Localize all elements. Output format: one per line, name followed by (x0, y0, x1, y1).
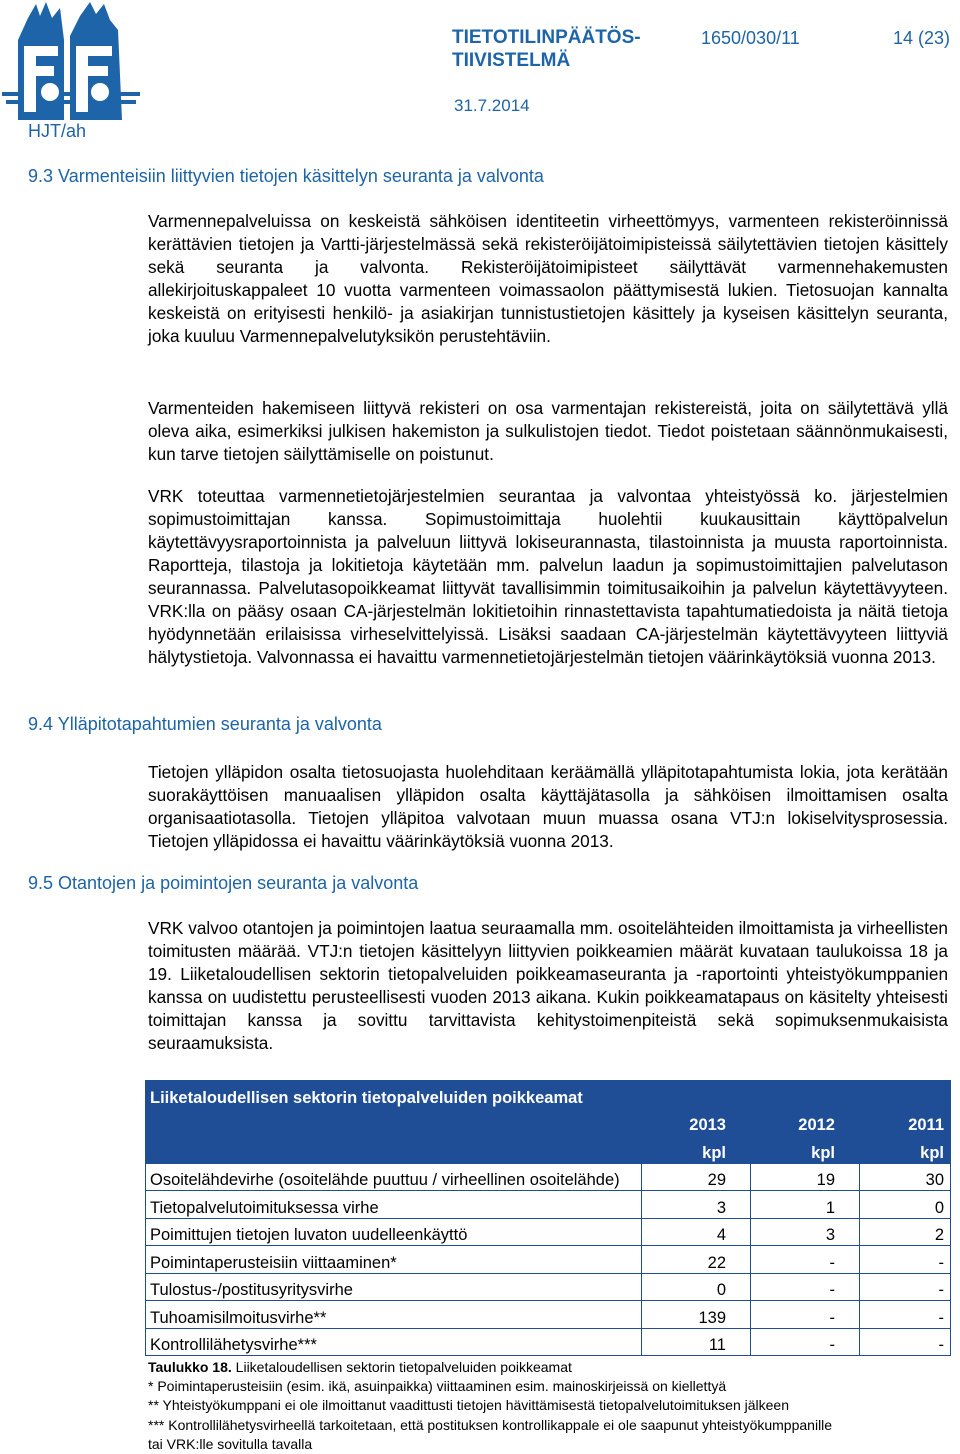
footnote: * Poimintaperusteisiin (esim. ikä, asuinpaikka) viittaaminen esim. mainoskirjeissä on kiellettyä (148, 1378, 727, 1395)
cell-value: 0 (642, 1273, 751, 1301)
cell-value: 139 (642, 1301, 751, 1329)
row-label: Kontrollilähetysvirhe*** (146, 1328, 642, 1356)
cell-value: 22 (642, 1246, 751, 1274)
caption-label: Taulukko 18. (148, 1359, 232, 1375)
page-number: 14 (23) (893, 28, 951, 48)
section-9-3-body-2 (148, 397, 948, 466)
cell-value: - (751, 1246, 860, 1274)
organization-logo-icon (0, 0, 142, 122)
cell-value: - (860, 1328, 951, 1356)
paragraph: VRK toteuttaa varmennetietojärjestelmien seurantaa ja valvontaa yhteistyössä ko. järjestelmien sopimustoimittajan kanssa. Sopimustoimittaja huolehtii kuukausittain käyttöpalvelun käytettävyysraportoinnista ja palveluun liittyvä lokiseurannasta, tilastoinnista ja muusta raportoinnista. Raportteja, tilastoja ja lokitietoja käytetään mm. palvelun laadun ja sopimustoimittajien palvelutason seurannassa. Palvelutasopoikkeamat liittyvät tavallisimmin toimitusaikoihin ja palvelun käytettävyyteen. VRK:lla on pääsy osaan CA-järjestelmän lokitietoihin rinnastettavista tapahtumatiedoista ja näitä tietoja hyödynnetään erilaisissa virheselvittelyissä. Lisäksi saadaan CA-järjestelmän käytettävyyteen liittyviä hälytystietoja. Valvonnassa ei havaittu varmennetietojärjestelmän tietojen väärinkäytöksiä vuonna 2013. (148, 486, 948, 667)
cell-value: - (751, 1301, 860, 1329)
row-label: Tietopalvelutoimituksessa virhe (146, 1191, 642, 1219)
year-header: 2012 (751, 1108, 860, 1136)
deviations-table (145, 1080, 951, 1356)
cell-value: - (751, 1273, 860, 1301)
table-row (146, 1163, 951, 1191)
table-caption (148, 1358, 960, 1377)
table-row (146, 1191, 951, 1219)
paragraph: VRK valvoo otantojen ja poimintojen laatua seuraamalla mm. osoitelähteiden ilmoittamista ja virheellisten toimitusten määrää. VTJ:n tietojen käsittelyyn liittyvien poikkeamien määrät kuvataan taulukoissa 18 ja 19. Liiketaloudellisen sektorin tietopalveluiden poikkeamaseuranta ja -raportointi yhteistyökumppanien kanssa on uudistettu perusteellisesti vuoden 2013 aikana. Kukin poikkeamatapaus on käsitelty yhteisesti toimittajan kanssa ja sovittu tarvittavista kehitystoimenpiteistä sekä sopimuksenmukaisista seuraamuksista. (148, 918, 948, 1053)
row-label: Poimittujen tietojen luvaton uudelleenkäyttö (146, 1218, 642, 1246)
section-9-3-body (148, 210, 948, 348)
unit-header: kpl (642, 1136, 751, 1164)
cell-value: 19 (751, 1163, 860, 1191)
year-header: 2011 (860, 1108, 951, 1136)
table-header-blank (146, 1108, 642, 1136)
cell-value: 1 (751, 1191, 860, 1219)
paragraph: Varmennepalveluissa on keskeistä sähköisen identiteetin virheettömyys, varmenteen rekisteröinnissä kerättävien tietojen ja Vartti-järjestelmässä sekä rekisteröijätoimipisteissä säilytettävien tietojen käsittely sekä seuranta ja valvonta. Rekisteröijätoimipisteet säilyttävät varmennehakemusten allekirjoituskappaleet 10 vuotta varmenteen voimassaolon päättymisestä lukien. Tietosuojan kannalta keskeistä on erityisesti henkilö- ja asiakirjan tunnistustietojen käsittely ja kyseisen käsittelyn seuranta, joka kuuluu Varmennepalvelutyksikön perustehtäviin. (148, 211, 948, 346)
cell-value: - (860, 1301, 951, 1329)
cell-value: 11 (642, 1328, 751, 1356)
cell-value: 29 (642, 1163, 751, 1191)
table-row (146, 1301, 951, 1329)
section-heading-9-4: 9.4 Ylläpitotapahtumien seuranta ja valvonta (28, 714, 382, 734)
row-label: Osoitelähdevirhe (osoitelähde puuttuu / virheellinen osoitelähde) (146, 1163, 642, 1191)
cell-value: 4 (642, 1218, 751, 1246)
table-unit-row (146, 1136, 951, 1164)
table-header-blank (146, 1136, 642, 1164)
cell-value: - (860, 1273, 951, 1301)
cell-value: 0 (860, 1191, 951, 1219)
paragraph: Tietojen ylläpidon osalta tietosuojasta huolehditaan keräämällä ylläpitotapahtumista lokia, jota kerätään suorakäyttöisen manuaalisen ylläpidon osalta käyttäjätasolla ja sähköisen ilmoittamisen osalta organisaatiotasolla. Tietojen ylläpitoa valvotaan muun muassa osana VTJ:n lokiselvitysprosessia. Tietojen ylläpidossa ei havaittu väärinkäytöksiä vuonna 2013. (148, 762, 948, 851)
unit-header: kpl (860, 1136, 951, 1164)
row-label: Poimintaperusteisiin viittaaminen* (146, 1246, 642, 1274)
section-9-3-body-3 (148, 485, 948, 669)
table-year-row (146, 1108, 951, 1136)
paragraph: Varmenteiden hakemiseen liittyvä rekisteri on osa varmentajan rekistereistä, joita on säilytettävä yllä oleva aika, esimerkiksi julkisen hakemiston ja sulkulistojen tiedot. Tiedot poistetaan säännönmukaisesti, kun tarve tietojen säilyttämiselle on poistunut. (148, 398, 948, 464)
caption-text: Liiketaloudellisen sektorin tietopalveluiden poikkeamat (231, 1359, 572, 1375)
footnote: tai VRK:lle sovitulla tavalla (148, 1435, 313, 1452)
table-row (146, 1328, 951, 1356)
table-title: Liiketaloudellisen sektorin tietopalveluiden poikkeamat (146, 1081, 951, 1109)
row-label: Tulostus-/postitusyritysvirhe (146, 1273, 642, 1301)
year-header: 2013 (642, 1108, 751, 1136)
table-row (146, 1273, 951, 1301)
cell-value: 30 (860, 1163, 951, 1191)
document-reference: 1650/030/11 (701, 28, 800, 48)
unit-header: kpl (751, 1136, 860, 1164)
cell-value: - (751, 1328, 860, 1356)
table-title-row (146, 1081, 951, 1109)
table-row (146, 1218, 951, 1246)
cell-value: 2 (860, 1218, 951, 1246)
table-notes (148, 1358, 960, 1454)
section-9-4-body (148, 761, 948, 853)
document-date: 31.7.2014 (454, 96, 530, 115)
document-title: TIETOTILINPÄÄTÖS-TIIVISTELMÄ (452, 27, 641, 71)
cell-value: - (860, 1246, 951, 1274)
footnote: *** Kontrollilähetysvirheellä tarkoitetaan, että postituksen kontrollikappale ei ole saapunut yhteistyökumppanille (148, 1416, 833, 1433)
section-heading-9-5: 9.5 Otantojen ja poimintojen seuranta ja valvonta (28, 873, 419, 893)
author-initials: HJT/ah (28, 121, 87, 141)
section-heading-9-3: 9.3 Varmenteisiin liittyvien tietojen käsittelyn seuranta ja valvonta (28, 166, 544, 186)
cell-value: 3 (751, 1218, 860, 1246)
section-9-5-body (148, 917, 948, 1055)
row-label: Tuhoamisilmoitusvirhe** (146, 1301, 642, 1329)
table-row (146, 1246, 951, 1274)
footnote: ** Yhteistyökumppani ei ole ilmoittanut vaadittusti tietojen hävittämisestä tietopalvelutoimituksen jälkeen (148, 1397, 789, 1414)
cell-value: 3 (642, 1191, 751, 1219)
